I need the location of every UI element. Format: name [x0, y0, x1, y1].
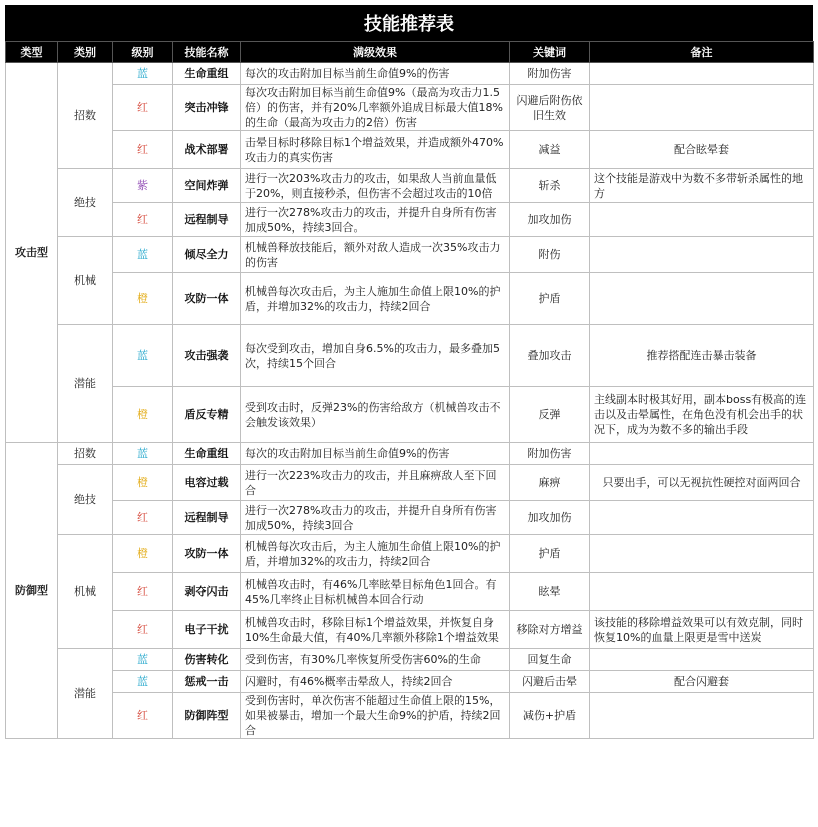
keyword-cell: 斩杀	[510, 169, 590, 203]
skill-name-cell: 防御阵型	[173, 693, 241, 739]
keyword-cell: 护盾	[510, 273, 590, 325]
note-cell: 配合眩晕套	[590, 131, 814, 169]
grade-cell: 橙	[113, 387, 173, 443]
table-row	[6, 535, 814, 573]
keyword-cell: 附加伤害	[510, 443, 590, 465]
table-row	[6, 611, 814, 649]
header-grade: 级别	[113, 42, 173, 63]
keyword-cell: 闪避后击晕	[510, 671, 590, 693]
header-keyword: 关键词	[510, 42, 590, 63]
effect-cell: 进行一次203%攻击力的攻击，如果敌人当前血量低于20%，则直接秒杀，但伤害不会超过攻击的10倍	[241, 169, 510, 203]
table-row	[6, 203, 814, 237]
note-cell	[590, 501, 814, 535]
grade-cell: 红	[113, 85, 173, 131]
effect-cell: 进行一次278%攻击力的攻击，并提升自身所有伤害加成50%，持续3回合。	[241, 203, 510, 237]
keyword-cell: 附伤	[510, 237, 590, 273]
note-cell	[590, 203, 814, 237]
table-row	[6, 273, 814, 325]
note-cell	[590, 273, 814, 325]
grade-cell: 橙	[113, 535, 173, 573]
grade-cell: 橙	[113, 273, 173, 325]
category-cell: 招数	[58, 63, 113, 169]
effect-cell: 闪避时，有46%概率击晕敌人，持续2回合	[241, 671, 510, 693]
keyword-cell: 附加伤害	[510, 63, 590, 85]
grade-cell: 红	[113, 131, 173, 169]
note-cell: 这个技能是游戏中为数不多带斩杀属性的地方	[590, 169, 814, 203]
grade-cell: 蓝	[113, 649, 173, 671]
grade-cell: 蓝	[113, 63, 173, 85]
grade-cell: 红	[113, 693, 173, 739]
effect-cell: 受到伤害时，单次伤害不能超过生命值上限的15%，如果被暴击，增加一个最大生命9%的护盾，持续2回合	[241, 693, 510, 739]
effect-cell: 受到伤害，有30%几率恢复所受伤害60%的生命	[241, 649, 510, 671]
grade-cell: 紫	[113, 169, 173, 203]
effect-cell: 机械兽每次攻击后，为主人施加生命值上限10%的护盾，并增加32%的攻击力，持续2回合	[241, 273, 510, 325]
table-row	[6, 169, 814, 203]
table-row	[6, 443, 814, 465]
table-row	[6, 325, 814, 387]
keyword-cell: 加攻加伤	[510, 501, 590, 535]
table-row	[6, 671, 814, 693]
keyword-cell: 移除对方增益	[510, 611, 590, 649]
skill-name-cell: 剥夺闪击	[173, 573, 241, 611]
skill-name-cell: 盾反专精	[173, 387, 241, 443]
note-cell: 只要出手，可以无视抗性硬控对面两回合	[590, 465, 814, 501]
keyword-cell: 回复生命	[510, 649, 590, 671]
effect-cell: 机械兽攻击时，移除目标1个增益效果，并恢复自身10%生命最大值，有40%几率额外移除1个增益效果	[241, 611, 510, 649]
keyword-cell: 闪避后附伤依旧生效	[510, 85, 590, 131]
effect-cell: 每次的攻击附加目标当前生命值9%的伤害	[241, 443, 510, 465]
effect-cell: 击晕目标时移除目标1个增益效果，并造成额外470%攻击力的真实伤害	[241, 131, 510, 169]
table-row	[6, 649, 814, 671]
grade-cell: 红	[113, 501, 173, 535]
table-body	[6, 63, 814, 739]
keyword-cell: 护盾	[510, 535, 590, 573]
keyword-cell: 叠加攻击	[510, 325, 590, 387]
category-cell: 潜能	[58, 325, 113, 443]
effect-cell: 每次的攻击附加目标当前生命值9%的伤害	[241, 63, 510, 85]
skill-table	[5, 41, 814, 739]
table-row	[6, 693, 814, 739]
note-cell	[590, 573, 814, 611]
skill-name-cell: 生命重组	[173, 63, 241, 85]
table-row	[6, 85, 814, 131]
grade-cell: 蓝	[113, 671, 173, 693]
table-row	[6, 63, 814, 85]
grade-cell: 橙	[113, 465, 173, 501]
grade-cell: 蓝	[113, 325, 173, 387]
category-cell: 招数	[58, 443, 113, 465]
table-row	[6, 387, 814, 443]
note-cell	[590, 63, 814, 85]
grade-cell: 蓝	[113, 237, 173, 273]
header-skill-name: 技能名称	[173, 42, 241, 63]
skill-name-cell: 电容过载	[173, 465, 241, 501]
table-row	[6, 573, 814, 611]
skill-name-cell: 突击冲锋	[173, 85, 241, 131]
effect-cell: 进行一次278%攻击力的攻击，并提升自身所有伤害加成50%，持续3回合	[241, 501, 510, 535]
category-cell: 潜能	[58, 649, 113, 739]
page-title: 技能推荐表	[5, 5, 813, 41]
header-type: 类型	[6, 42, 58, 63]
grade-cell: 蓝	[113, 443, 173, 465]
skill-name-cell: 战术部署	[173, 131, 241, 169]
category-cell: 绝技	[58, 169, 113, 237]
grade-cell: 红	[113, 611, 173, 649]
type-cell: 防御型	[6, 443, 58, 739]
table-row	[6, 465, 814, 501]
skill-name-cell: 远程制导	[173, 203, 241, 237]
effect-cell: 每次攻击附加目标当前生命值9%（最高为攻击力1.5倍）的伤害，并有20%几率额外追成目标最大值18%的生命（最高为攻击力的2倍）伤害	[241, 85, 510, 131]
keyword-cell: 减益	[510, 131, 590, 169]
table-row	[6, 237, 814, 273]
skill-name-cell: 攻防一体	[173, 535, 241, 573]
skill-name-cell: 空间炸弹	[173, 169, 241, 203]
effect-cell: 机械兽攻击时，有46%几率眩晕目标角色1回合。有45%几率终止目标机械兽本回合行动	[241, 573, 510, 611]
skill-name-cell: 远程制导	[173, 501, 241, 535]
keyword-cell: 眩晕	[510, 573, 590, 611]
keyword-cell: 反弹	[510, 387, 590, 443]
grade-cell: 红	[113, 203, 173, 237]
table-row	[6, 501, 814, 535]
effect-cell: 进行一次223%攻击力的攻击，并且麻痹敌人至下回合	[241, 465, 510, 501]
note-cell	[590, 85, 814, 131]
skill-name-cell: 惩戒一击	[173, 671, 241, 693]
note-cell: 主线副本时极其好用，副本boss有极高的连击以及击晕属性，在角色没有机会出手的状况下，成为为数不多的输出手段	[590, 387, 814, 443]
keyword-cell: 加攻加伤	[510, 203, 590, 237]
note-cell	[590, 535, 814, 573]
skill-name-cell: 攻防一体	[173, 273, 241, 325]
skill-name-cell: 电子干扰	[173, 611, 241, 649]
skill-name-cell: 倾尽全力	[173, 237, 241, 273]
note-cell: 该技能的移除增益效果可以有效克制，同时恢复10%的血量上限更是雪中送炭	[590, 611, 814, 649]
note-cell: 配合闪避套	[590, 671, 814, 693]
effect-cell: 受到攻击时，反弹23%的伤害给敌方（机械兽攻击不会触发该效果）	[241, 387, 510, 443]
grade-cell: 红	[113, 573, 173, 611]
type-cell: 攻击型	[6, 63, 58, 443]
header-effect: 满级效果	[241, 42, 510, 63]
table-row	[6, 131, 814, 169]
header-note: 备注	[590, 42, 814, 63]
category-cell: 绝技	[58, 465, 113, 535]
category-cell: 机械	[58, 535, 113, 649]
effect-cell: 机械兽每次攻击后，为主人施加生命值上限10%的护盾，并增加32%的攻击力，持续2回合	[241, 535, 510, 573]
note-cell	[590, 443, 814, 465]
note-cell	[590, 649, 814, 671]
keyword-cell: 减伤+护盾	[510, 693, 590, 739]
note-cell	[590, 693, 814, 739]
skill-name-cell: 攻击强袭	[173, 325, 241, 387]
skill-name-cell: 生命重组	[173, 443, 241, 465]
header-row	[6, 42, 814, 63]
category-cell: 机械	[58, 237, 113, 325]
keyword-cell: 麻痹	[510, 465, 590, 501]
note-cell: 推荐搭配连击暴击装备	[590, 325, 814, 387]
skill-name-cell: 伤害转化	[173, 649, 241, 671]
header-category: 类别	[58, 42, 113, 63]
skill-table-sheet	[5, 5, 813, 822]
effect-cell: 每次受到攻击，增加自身6.5%的攻击力，最多叠加5次，持续15个回合	[241, 325, 510, 387]
effect-cell: 机械兽释放技能后，额外对敌人造成一次35%攻击力的伤害	[241, 237, 510, 273]
note-cell	[590, 237, 814, 273]
